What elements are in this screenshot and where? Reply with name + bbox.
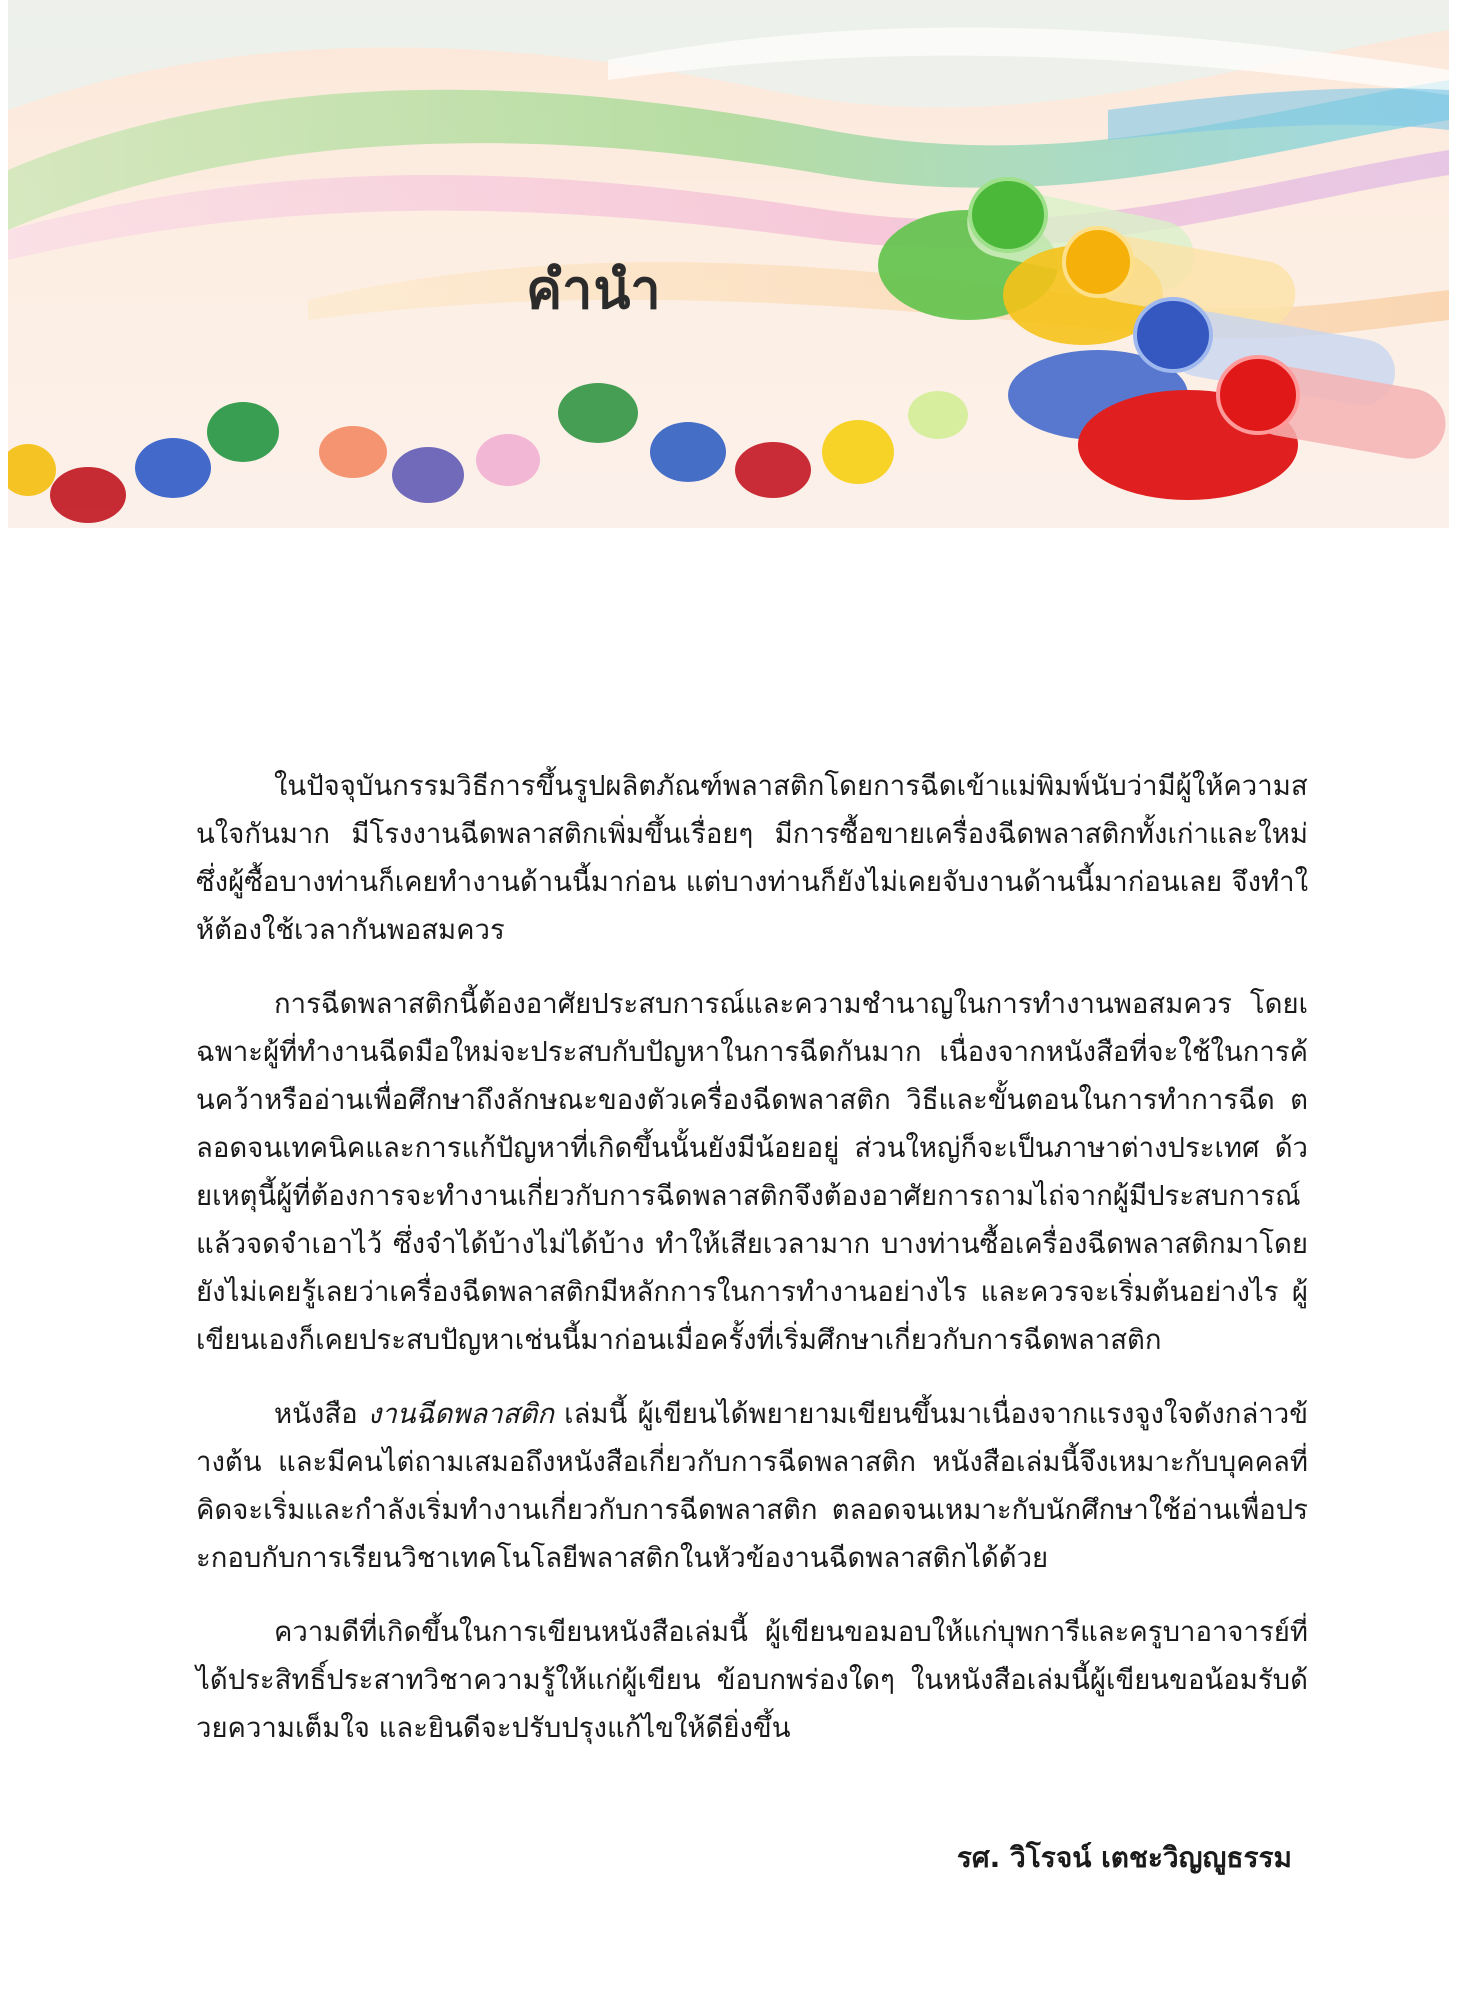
paragraph-3-rest: เล่มนี้ ผู้เขียนได้พยายามเขียนขึ้นมาเนื่องจากแรงจูงใจดังกล่าวข้างต้น และมีคนไต่ถามเสมอถึงหนังสือเกี่ยวกับการฉีดพลาสติก หนังสือเล่มนี้จึงเหมาะกับบุคคลที่คิดจะเริ่มและกำลังเริ่มทำงานเกี่ยวกับการฉีดพลาสติก ตลอดจนเหมาะกับนักศึกษาใช้อ่านเพื่อประกอบกับการเรียนวิชาเทคโนโลยีพลาสติกในหัวข้องานฉีดพลาสติกได้ด้วย [196,1398,1308,1574]
author-signature: รศ. วิโรจน์ เตชะวิญญูธรรม [956,1841,1292,1874]
page-title: คำนำ [526,258,662,321]
paragraph-3-lead: หนังสือ [274,1398,368,1430]
pellet-tubes [878,179,1449,500]
header-banner [8,0,1449,528]
banner-artwork [8,0,1449,528]
preface-body [196,762,1308,1778]
paragraph-1: ในปัจจุบันกรรมวิธีการขึ้นรูปผลิตภัณฑ์พลาสติกโดยการฉีดเข้าแม่พิมพ์นับว่ามีผู้ให้ความสนใจกันมาก มีโรงงานฉีดพลาสติกเพิ่มขึ้นเรื่อยๆ มีการซื้อขายเครื่องฉีดพลาสติกทั้งเก่าและใหม่ ซึ่งผู้ซื้อบางท่านก็เคยทำงานด้านนี้มาก่อน แต่บางท่านก็ยังไม่เคยจับงานด้านนี้มาก่อนเลย จึงทำให้ต้องใช้เวลากันพอสมควร [196,770,1308,946]
paragraph-2: การฉีดพลาสติกนี้ต้องอาศัยประสบการณ์และความชำนาญในการทำงานพอสมควร โดยเฉพาะผู้ที่ทำงานฉีดมือใหม่จะประสบกับปัญหาในการฉีดกันมาก เนื่องจากหนังสือที่จะใช้ในการค้นคว้าหรืออ่านเพื่อศึกษาถึงลักษณะของตัวเครื่องฉีดพลาสติก วิธีและขั้นตอนในการทำการฉีด ตลอดจนเทคนิคและการแก้ปัญหาที่เกิดขึ้นนั้นยังมีน้อยอยู่ ส่วนใหญ่ก็จะเป็นภาษาต่างประเทศ ด้วยเหตุนี้ผู้ที่ต้องการจะทำงานเกี่ยวกับการฉีดพลาสติกจึงต้องอาศัยการถามไถ่จากผู้มีประสบการณ์แล้วจดจำเอาไว้ ซึ่งจำได้บ้างไม่ได้บ้าง ทำให้เสียเวลามาก บางท่านซื้อเครื่องฉีดพลาสติกมาโดยยังไม่เคยรู้เลยว่าเครื่องฉีดพลาสติกมีหลักการในการทำงานอย่างไร และควรจะเริ่มต้นอย่างไร ผู้เขียนเองก็เคยประสบปัญหาเช่นนี้มาก่อนเมื่อครั้งที่เริ่มศึกษาเกี่ยวกับการฉีดพลาสติก [196,988,1308,1356]
paragraph-3 [196,1390,1308,1582]
book-title: งานฉีดพลาสติก [367,1398,554,1430]
pellet-piles [8,383,968,523]
paragraph-4: ความดีที่เกิดขึ้นในการเขียนหนังสือเล่มนี้ ผู้เขียนขอมอบให้แก่บุพการีและครูบาอาจารย์ที่ได้ประสิทธิ์ประสาทวิชาความรู้ให้แก่ผู้เขียน ข้อบกพร่องใดๆ ในหนังสือเล่มนี้ผู้เขียนขอน้อมรับด้วยความเต็มใจ และยินดีจะปรับปรุงแก้ไขให้ดียิ่งขึ้น [196,1616,1308,1744]
